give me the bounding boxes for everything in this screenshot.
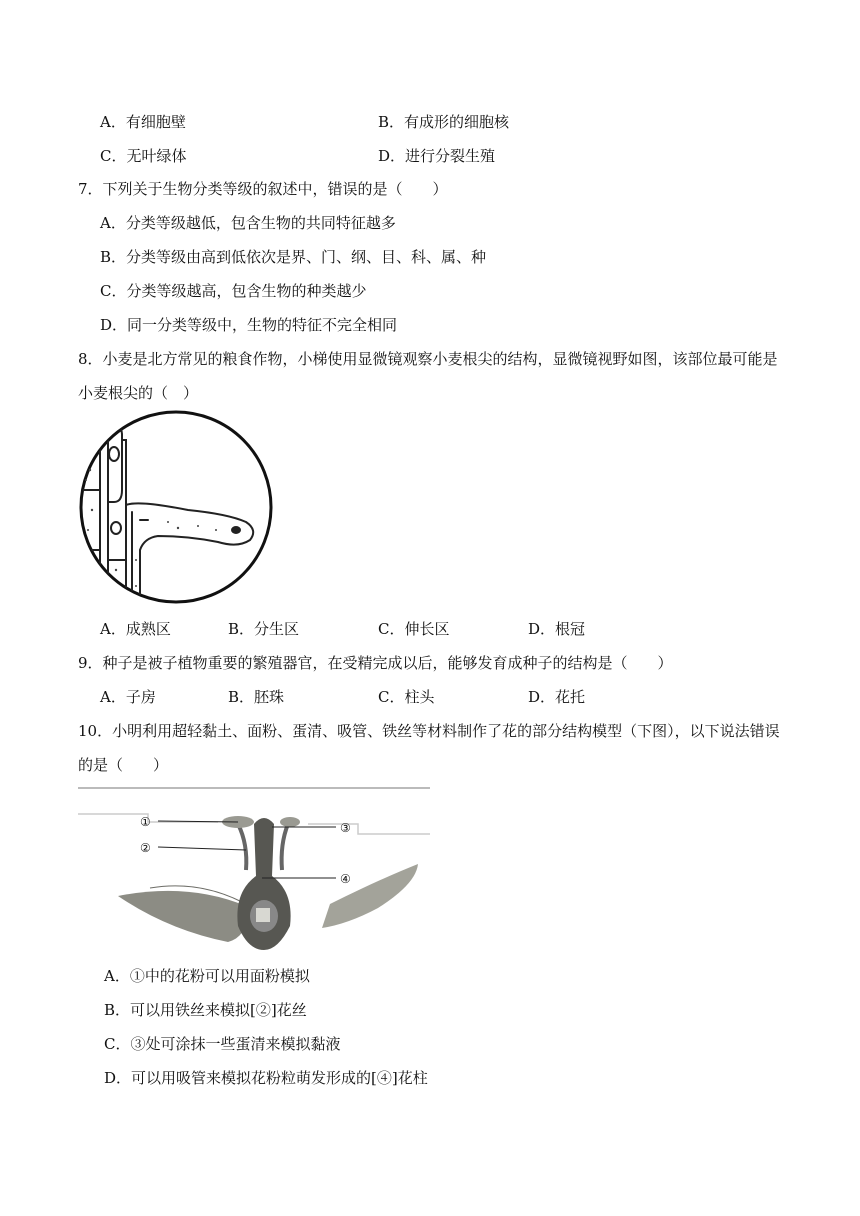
- q10-option-d: D．可以用吸管来模拟花粉粒萌发形成的[④]花柱: [104, 1069, 428, 1087]
- flower-model-figure: [78, 784, 430, 956]
- q9-option-d: D．花托: [528, 688, 586, 706]
- q9-option-c: C．柱头: [378, 688, 435, 706]
- q8-option-c: C．伸长区: [378, 620, 450, 638]
- q8-stem-line1: 8．小麦是北方常见的粮食作物，小梯使用显微镜观察小麦根尖的结构，显微镜视野如图，该部位最可能是: [78, 350, 778, 368]
- q10-stem-line2: 的是（ ）: [78, 756, 169, 774]
- q6-option-d: D．进行分裂生殖: [378, 147, 496, 165]
- q8-stem-line2: 小麦根尖的（ ）: [78, 384, 199, 402]
- q7-stem: 7．下列关于生物分类等级的叙述中，错误的是（ ）: [78, 180, 448, 198]
- q6-option-c: C．无叶绿体: [100, 147, 187, 165]
- q10-option-c: C．③处可涂抹一些蛋清来模拟黏液: [104, 1035, 341, 1053]
- q8-option-a: A．成熟区: [100, 620, 171, 638]
- root-tip-micrograph: [78, 410, 278, 610]
- q8-option-b: B．分生区: [228, 620, 300, 638]
- q7-option-a: A．分类等级越低，包含生物的共同特征越多: [100, 214, 396, 232]
- q9-option-a: A．子房: [100, 688, 156, 706]
- flower-label-3: ③: [340, 821, 351, 835]
- q10-option-a: A．①中的花粉可以用面粉模拟: [104, 967, 310, 985]
- q7-option-c: C．分类等级越高，包含生物的种类越少: [100, 282, 367, 300]
- q6-option-a: A．有细胞壁: [100, 113, 186, 131]
- q10-option-b: B．可以用铁丝来模拟[②]花丝: [104, 1001, 307, 1019]
- flower-label-4: ④: [340, 872, 351, 886]
- flower-label-1: ①: [140, 815, 151, 829]
- q7-option-d: D．同一分类等级中，生物的特征不完全相同: [100, 316, 398, 334]
- q8-option-d: D．根冠: [528, 620, 586, 638]
- q10-stem-line1: 10．小明利用超轻黏土、面粉、蛋清、吸管、铁丝等材料制作了花的部分结构模型（下图），以下说法错误: [78, 722, 780, 740]
- q9-option-b: B．胚珠: [228, 688, 285, 706]
- q6-option-b: B．有成形的细胞核: [378, 113, 510, 131]
- q9-stem: 9．种子是被子植物重要的繁殖器官，在受精完成以后，能够发育成种子的结构是（ ）: [78, 654, 673, 672]
- q7-option-b: B．分类等级由高到低依次是界、门、纲、目、科、属、种: [100, 248, 487, 266]
- flower-label-2: ②: [140, 841, 151, 855]
